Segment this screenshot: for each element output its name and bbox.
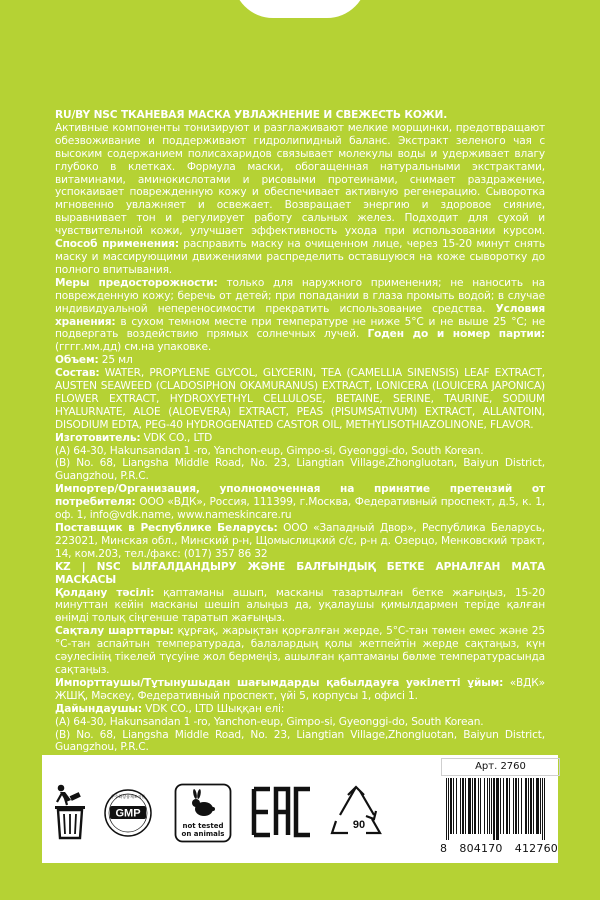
ru-address-a: (A) 64-30, Hakunsandan 1 -ro, Yanchon-eup, Gimpo-si, Gyeonggi-do, South Korean.: [55, 444, 484, 457]
barcode-bar: [448, 778, 449, 840]
barcode-bar: [509, 778, 510, 834]
ru-expiry: (гггг.мм.дд) см.на упаковке.: [55, 341, 212, 354]
barcode-bar: [456, 778, 457, 834]
kz-usage: қаптаманы ашып, масканы тазартылған бетке жағыңыз, 15-20 минуттан кейін масканы шешіп алыңыз да, уқалаушы қимылдармен теріде қалған өнімді толық сіңгенше таратып жағыңыз.: [55, 586, 546, 625]
ru-title: RU/BY NSC ТКАНЕВАЯ МАСКА УВЛАЖНЕНИЕ И СВЕЖЕСТЬ КОЖИ.: [55, 109, 448, 121]
info-panel: [42, 755, 558, 863]
ru-volume: 25 мл: [101, 354, 133, 367]
ru-precautions-block: [55, 277, 545, 354]
ru-precautions: только для наружного применения; не наносить на поврежденную кожу; беречь от детей; при попадании в глаза промыть водой; в случае индивидуальной непереносимости прекратить использование средства.: [55, 276, 546, 315]
ru-desc: Активные компоненты тонизируют и разглаживают мелкие морщинки, предотвращают обезвоживание и поддерживают гидролипидный баланс. Экстракт зеленого чая с высоким содержанием полисахаридов связывает молекулы воды и удерживает влагу глубоко в клетках. Формула маски, обогащенная натуральными экстрактами, витаминами, аминокислотами и рисовыми протеинами, снимает раздражение, успокаивает поврежденную кожу и обеспечивает активную регенерацию. Сыворотка мгновенно увлажняет и освежает. Возвращает энергию и здоровое сияние, выравнивает тон и регулирует работу сальных желез. Подходит для сухой и чувствительной кожи, улучшает эффективность ухода при использовании курсом.: [55, 121, 545, 238]
ru-usage-label: Способ применения:: [55, 238, 179, 251]
kz-title: KZ | NSC ЫЛҒАЛДАНДЫРУ ЖӘНЕ БАЛҒЫНДЫҚ БЕТКЕ АРНАЛҒАН МАТА МАСКАСЫ: [55, 560, 545, 586]
barcode-bar: [446, 778, 447, 840]
barcode-bar: [450, 778, 452, 834]
barcode-bar: [478, 778, 479, 834]
kz-manufacturer-label: Дайындаушы:: [55, 702, 142, 715]
barcode-digit-lead: 8: [440, 842, 448, 855]
not-tested-line2: on animals: [181, 830, 225, 838]
kz-usage-block: [55, 587, 545, 626]
barcode-bar: [530, 778, 532, 834]
ru-manufacturer-label: Изготовитель:: [55, 431, 141, 444]
barcode-bar: [528, 778, 529, 834]
barcode-bar: [489, 778, 490, 834]
barcode-bar: [460, 778, 461, 834]
ru-storage: в сухом темном месте при температуре не ниже 5°C и не выше 25 °C; не подвергать воздействию прямых солнечных лучей.: [55, 315, 545, 341]
ru-volume-label: Объем:: [55, 354, 99, 367]
ru-storage-label: Условия хранения:: [55, 302, 546, 328]
barcode-digits: [440, 842, 558, 855]
kz-manufacturer: VDK CO., LTD Шыққан елі:: [145, 702, 285, 715]
barcode-bar: [474, 778, 476, 834]
barcode-bar: [506, 778, 508, 834]
barcode-bar: [503, 778, 504, 834]
barcode-bar: [515, 778, 517, 834]
barcode-bar: [487, 778, 488, 834]
ru-address-b: (B) No. 68, Liangsha Middle Road, No. 23, Liangtian Village,Zhongluotan, Baiyun District, Guangzhou, P.R.C.: [55, 457, 545, 483]
ru-composition-block: [55, 367, 545, 432]
barcode-bar: [484, 778, 485, 834]
barcode-bars: [440, 778, 558, 840]
barcode-bar: [518, 778, 519, 834]
barcode-bar: [491, 778, 492, 834]
barcode-bar: [472, 778, 473, 834]
barcode-bar: [500, 778, 501, 834]
ru-supplier-label: Поставщик в Республике Беларусь:: [55, 522, 278, 534]
gmp-top-text: 우수화장품제조기준: [110, 794, 146, 799]
kz-importer-label: Импорттаушы/Тұтынушыдан шағымдарды қабылдауға уәкілетті ұйым:: [55, 676, 504, 689]
kz-address-b: (B) No. 68, Liangsha Middle Road, No. 23, Liangtian Village,Zhongluotan, Baiyun District, Guangzhou, P.R.C.: [55, 728, 545, 754]
ru-supplier-block: [55, 522, 545, 561]
barcode-digits-left: 804170: [459, 842, 503, 855]
kz-importer-block: [55, 677, 545, 703]
ru-expiry-label: Годен до и номер партии:: [367, 328, 546, 341]
gmp-label: GMP: [115, 807, 141, 820]
barcode-bar: [496, 778, 499, 840]
kz-address-a: (A) 64-30, Hakunsandan 1 -ro, Yanchon-eup, Gimpo-si, Gyeonggi-do, South Korean.: [55, 715, 484, 728]
barcode-bar: [542, 778, 543, 840]
ru-volume-line: [55, 354, 545, 367]
barcode-bar: [513, 778, 514, 834]
barcode-bar: [540, 778, 541, 834]
kz-storage-label: Сақталу шарттары:: [55, 625, 174, 638]
ru-importer-label: Импортер/Организация, уполномоченная на принятие претензий от потребителя:: [55, 483, 545, 509]
barcode-digits-right: 412760: [514, 842, 558, 855]
kz-storage-block: [55, 625, 545, 677]
eac-mark-icon: [250, 785, 312, 839]
recycle-90-icon: [326, 783, 386, 843]
ru-composition: WATER, PROPYLENE GLYCOL, GLYCERIN, TEA (CAMELLIA SINENSIS) LEAF EXTRACT, AUSTEN SEAWEED (CLADOSIPHON OKAMURANUS) EXTRACT, LONICERA (LOUICERA JAPONICA) FLOWER EXTRACT, HYDROXYETHYL CELLULOSE, BETAINE, SERINE, TAURINE, SODIUM HYALURNATE, ALOE (ALOEVERA) EXTRACT, PEAS (PISUMSATIVUM) EXTRACT, ALLANTOIN, DISODIUM EDTA, PEG-40 HYDROGENATED CASTOR OIL, METHYLISOTHIAZOLINONE, FLAVOR.: [55, 367, 545, 431]
barcode-bar: [462, 778, 464, 834]
barcode-bar: [544, 778, 545, 840]
barcode-bar: [521, 778, 522, 834]
trash-bin-icon: [50, 781, 90, 841]
barcode-bar: [468, 778, 471, 834]
ru-precautions-label: Меры предосторожности:: [55, 276, 218, 289]
ru-composition-label: Состав:: [55, 367, 100, 380]
ru-manufacturer: VDK CO., LTD: [143, 431, 213, 444]
ru-importer: ООО «ВДК», Россия, 111399, г.Москва, Федеративный проспект, д.5, к. 1, оф. 1, info@vdk.name, www.nameskincare.ru: [55, 496, 545, 522]
barcode-bar: [525, 778, 527, 834]
recycle-number: 90: [352, 819, 366, 831]
barcode-bar: [493, 778, 495, 840]
kz-manufacturer-line: [55, 703, 545, 716]
article-number: Арт. 2760: [441, 758, 560, 776]
barcode-bar: [533, 778, 534, 834]
hang-hole: [233, 0, 367, 18]
ru-supplier: ООО «Западный Двор», Республика Беларусь, 223021, Минская обл., Минский р-н, Щомыслицкий с/с, р-н д. Озерцо, Менковский тракт, 14, ком.203, тел./факс: (017) 357 86 32: [55, 522, 546, 560]
ru-manufacturer-line: [55, 432, 545, 445]
kz-importer: «ВДК» ЖШҚ, Мәскеу, Федеративный проспект, үйі 5, корпусы 1, офисі 1.: [55, 676, 545, 702]
ru-description: [55, 122, 545, 277]
barcode: [440, 778, 558, 858]
label-text: [55, 109, 545, 780]
kz-storage: құрғақ, жарықтан қорғалған жерде, 5°С-тан төмен емес және 25 °С-тан аспайтын температурада, балалардың қолы жетпейтін жерде сақтаңыз, күн сәулесінің тікелей түсуіне жол бермеңіз, ашылған қаптаманы бөлме температурасында сақтаңыз.: [55, 625, 545, 676]
not-tested-badge: [174, 783, 232, 843]
barcode-bar: [465, 778, 466, 834]
not-tested-line1: not tested: [182, 822, 224, 830]
barcode-bar: [536, 778, 539, 834]
ru-importer-block: [55, 483, 545, 522]
kz-usage-label: Қолдану тәсілі:: [55, 586, 155, 599]
gmp-badge-icon: [102, 783, 154, 843]
ru-usage: расправить маску на очищенном лице, через 15-20 минут снять маску и массирующими движениями распределить оставшуюся на коже сыворотку до полного впитывания.: [55, 238, 545, 276]
barcode-bar: [480, 778, 481, 834]
barcode-bar: [453, 778, 454, 834]
